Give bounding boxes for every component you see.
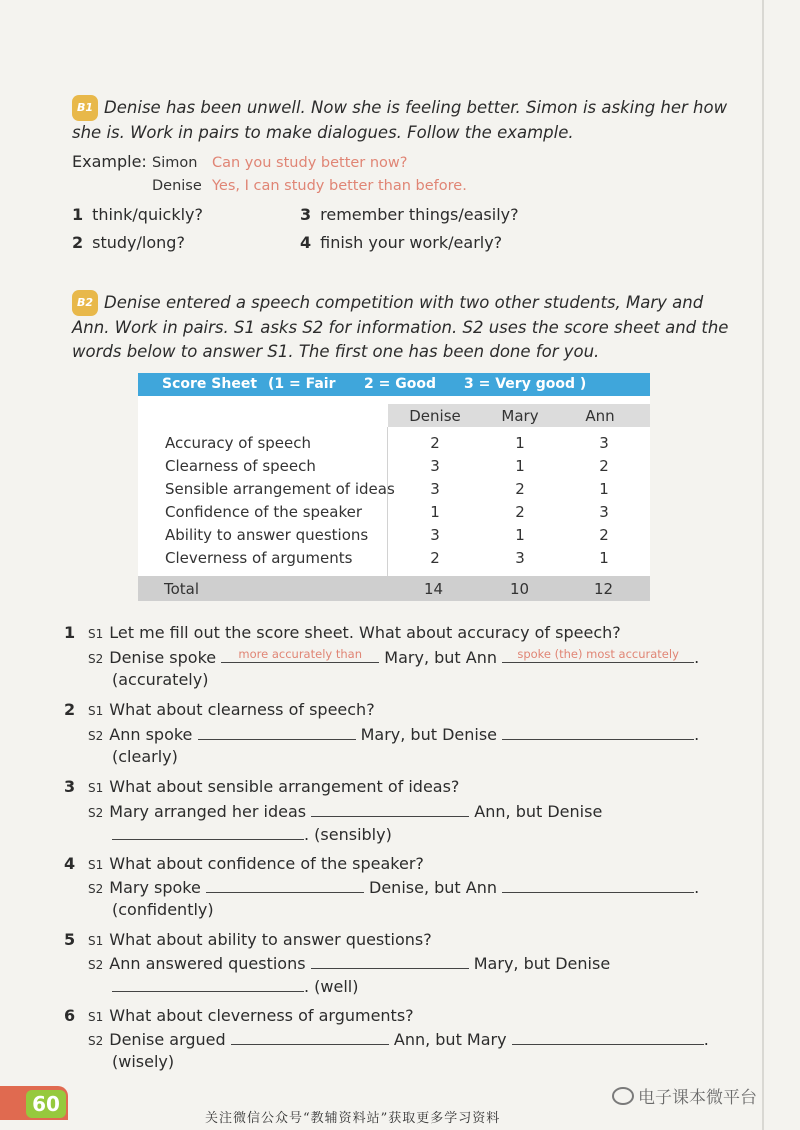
legend-good: 2 = Good [364, 376, 436, 392]
answer-blank[interactable] [311, 801, 469, 817]
score-cell: 2 [430, 549, 440, 567]
answer-blank[interactable] [512, 1029, 704, 1045]
total-denise: 14 [424, 580, 444, 598]
criterion-label: Sensible arrangement of ideas [165, 480, 395, 498]
legend-very-good: 3 = Very good ) [464, 376, 587, 392]
column-denise: Denise [409, 407, 461, 425]
example-speaker-denise: Denise [152, 178, 202, 194]
answer-blank[interactable] [206, 877, 364, 893]
question-number: 6 [64, 1006, 76, 1025]
filled-answer: more accurately than [238, 647, 362, 661]
criterion-label: Clearness of speech [165, 457, 316, 475]
score-cell: 3 [430, 480, 440, 498]
total-label: Total [164, 580, 200, 598]
q6-s1-line: S1 What about cleverness of arguments? [88, 1006, 414, 1025]
total-row [138, 576, 650, 601]
answer-blank[interactable] [502, 724, 694, 740]
legend-fair: (1 = Fair [268, 376, 336, 392]
answer-blank[interactable] [221, 647, 379, 663]
question-number: 2 [64, 700, 76, 719]
total-ann: 12 [594, 580, 614, 598]
total-mary: 10 [510, 580, 530, 598]
score-cell: 3 [430, 526, 440, 544]
b1-instruction-text: Denise has been unwell. Now she is feeling better. Simon is asking her how she is. Work in pairs to make dialogues. Follow the example. [72, 98, 728, 142]
b1-item: 1 think/quickly? [72, 205, 204, 224]
question-number: 4 [64, 854, 76, 873]
score-cell: 3 [515, 549, 525, 567]
q1-hint: (accurately) [112, 670, 209, 689]
answer-blank[interactable] [502, 647, 694, 663]
question-number: 5 [64, 930, 76, 949]
watermark-text: 电子课本微平台 [638, 1088, 757, 1108]
score-cell: 1 [515, 434, 525, 452]
score-cell: 3 [599, 503, 609, 521]
page-edge [762, 0, 764, 1130]
question-number: 3 [64, 777, 76, 796]
q1-s1-line: S1 Let me fill out the score sheet. What about accuracy of speech? [88, 623, 621, 642]
b1-item: 4 finish your work/early? [300, 233, 503, 252]
score-cell: 2 [515, 480, 525, 498]
score-sheet [138, 373, 650, 601]
b1-instruction [72, 95, 732, 145]
q5-s2-line: S2 Ann answered questions Mary, but Denise [88, 954, 611, 973]
score-cell: 1 [430, 503, 440, 521]
answer-blank[interactable] [311, 953, 469, 969]
score-cell: 2 [599, 457, 609, 475]
criterion-label: Ability to answer questions [165, 526, 369, 544]
column-mary: Mary [501, 407, 539, 425]
wechat-icon [612, 1087, 634, 1105]
score-cell: 1 [599, 480, 609, 498]
criterion-label: Accuracy of speech [165, 434, 312, 452]
q1-s2-line: S2 Denise spoke more accurately than Mary, but Ann spoke (the) most accurately . [88, 647, 700, 667]
q3-s2-line-cont: . (sensibly) [112, 824, 392, 844]
q2-hint: (clearly) [112, 747, 178, 766]
score-sheet-title: Score Sheet [162, 376, 258, 392]
footer-note: 关注微信公众号“教辅资料站”获取更多学习资料 [205, 1111, 501, 1126]
q2-s1-line: S1 What about clearness of speech? [88, 700, 375, 719]
b2-instruction [72, 290, 732, 364]
q4-s1-line: S1 What about confidence of the speaker? [88, 854, 424, 873]
watermark [612, 1083, 757, 1108]
answer-blank[interactable] [112, 824, 304, 840]
example-label: Example: [72, 152, 147, 171]
q5-s2-line-cont: . (well) [112, 976, 358, 996]
score-cell: 1 [515, 526, 525, 544]
answer-blank[interactable] [112, 976, 304, 992]
example-speaker-simon: Simon [152, 155, 198, 171]
page-number: 60 [26, 1090, 66, 1118]
score-cell: 3 [430, 457, 440, 475]
b1-item: 3 remember things/easily? [300, 205, 519, 224]
filled-answer: spoke (the) most accurately [517, 647, 679, 661]
b1-tag: B1 [72, 95, 98, 121]
q4-s2-line: S2 Mary spoke Denise, but Ann . [88, 878, 700, 897]
q6-hint: (wisely) [112, 1052, 175, 1071]
q3-s1-line: S1 What about sensible arrangement of ideas? [88, 777, 460, 796]
column-divider [387, 427, 388, 577]
b2-instruction-text: Denise entered a speech competition with two other students, Mary and Ann. Work in pairs. S1 asks S2 for information. S2 uses the score sheet and the words below to answer S1. The first one has been done for you. [72, 293, 729, 361]
answer-blank[interactable] [198, 724, 356, 740]
score-cell: 2 [599, 526, 609, 544]
example-line-simon: Can you study better now? [212, 155, 408, 171]
b2-tag: B2 [72, 290, 98, 316]
column-headers [388, 404, 650, 427]
column-ann: Ann [585, 407, 615, 425]
score-cell: 1 [599, 549, 609, 567]
q4-hint: (confidently) [112, 900, 214, 919]
answer-blank[interactable] [231, 1029, 389, 1045]
criterion-label: Cleverness of arguments [165, 549, 353, 567]
q2-s2-line: S2 Ann spoke Mary, but Denise . [88, 725, 700, 744]
score-cell: 2 [515, 503, 525, 521]
q3-s2-line: S2 Mary arranged her ideas Ann, but Denise [88, 802, 603, 821]
score-cell: 2 [430, 434, 440, 452]
criterion-label: Confidence of the speaker [165, 503, 363, 521]
score-cell: 1 [515, 457, 525, 475]
score-cell: 3 [599, 434, 609, 452]
q5-s1-line: S1 What about ability to answer questions? [88, 930, 432, 949]
b1-item: 2 study/long? [72, 233, 185, 252]
q6-s2-line: S2 Denise argued Ann, but Mary . [88, 1030, 709, 1049]
answer-blank[interactable] [502, 877, 694, 893]
score-sheet-header [138, 373, 650, 396]
example-line-denise: Yes, I can study better than before. [212, 178, 467, 194]
question-number: 1 [64, 623, 76, 642]
